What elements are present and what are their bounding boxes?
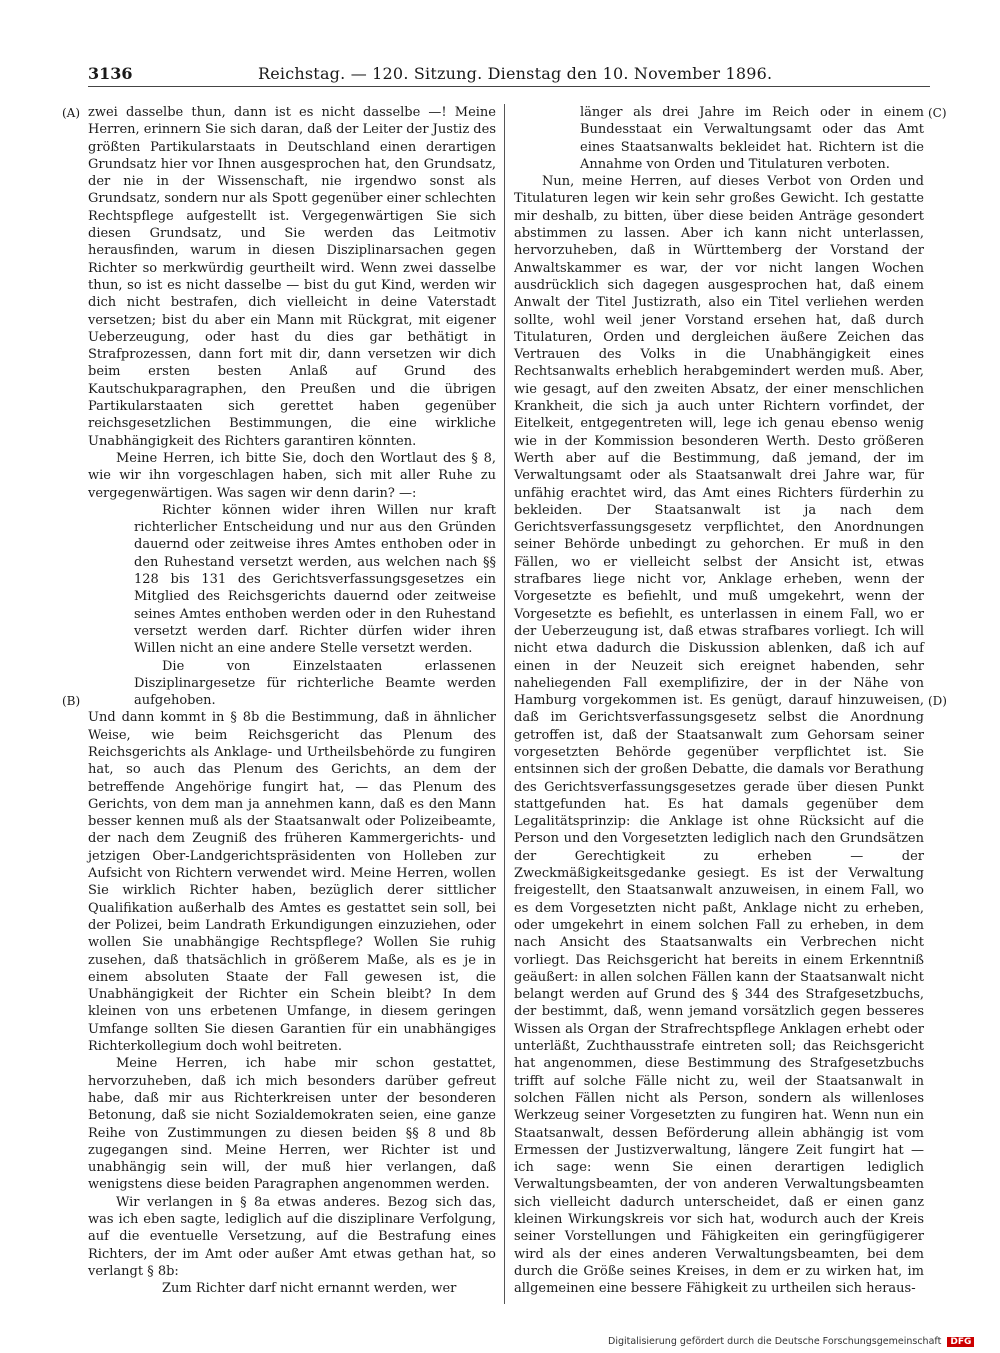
- paragraph: Meine Herren, ich habe mir schon gestattet, hervorzuheben, daß ich mich besonders darüber gefreut habe, daß mir aus Richterkreisen unter der besonderen Betonung, daß sie nicht Sozialdemokraten seien, eine ganze Reihe von Zustimmungen zu diesen beiden §§ 8 und 8b zugegangen sind. Meine Herren, wer Richter ist und unabhängig sein will, der muß hier verlangen, daß wenigstens diese beiden Paragraphen angenommen werden.: [88, 1056, 496, 1193]
- quoted-text: Richter können wider ihren Willen nur kraft richterlicher Entscheidung und nur aus den Gründen dauernd oder zeitweise ihres Amtes enthoben oder in den Ruhestand versetzt werden, aus welchen nach §§ 128 bis 131 des Gerichtsverfassungsgesetzes ein Mitglied des Reichsgerichts dauernd oder zeitweise seines Amtes enthoben werden oder in den Ruhestand versetzt werden darf. Richter dürfen wider ihren Willen nicht an eine andere Stelle versetzt werden.: [134, 502, 496, 657]
- digitization-credit: [608, 1336, 972, 1350]
- paragraph: Meine Herren, ich bitte Sie, doch den Wortlaut des § 8, wie wir ihn vorgeschlagen haben, sich mit aller Ruhe zu vergegenwärtigen. Was sagen wir denn darin? —:: [88, 450, 496, 501]
- left-column: [88, 104, 496, 1297]
- paragraph: Nun, meine Herren, auf dieses Verbot von Orden und Titulaturen legen wir kein sehr großes Gewicht. Ich gestatte mir deshalb, zu bitten, über diese beiden Anträge gesondert abstimmen zu lassen. Aber ich kann nicht unterlassen, hervorzuheben, daß in Württemberg der Vorstand der Anwaltskammer es war, der vor nicht langen Wochen ausdrücklich sich dagegen ausgesprochen hat, daß einem Anwalt der Titel Justizrath, also ein Titel verliehen werden sollte, wohl weil jener Vorstand ersehen hat, daß durch Titulaturen, Orden und dergleichen äußere Zeichen das Vertrauen des Volks in die Unabhängigkeit eines Rechtsanwalts erheblich herabgemindert werden muß. Aber, wie gesagt, auf den zweiten Absatz, der einer menschlichen Krankheit, die sich ja auch unter Richtern vorfindet, der Eitelkeit, entgegentreten will, lege ich genau ebenso wenig wie in der Kommission besonderen Werth. Desto größeren Werth aber auf die Bestimmung, daß jemand, der im Verwaltungsamt oder als Staatsanwalt drei Jahre war, für unfähig erachtet wird, das Amt eines Richters fürderhin zu bekleiden. Der Staatsanwalt ist ja nach dem Gerichtsverfassungsgesetz verpflichtet, den Anordnungen seiner Behörde unbedingt zu gehorchen. Er muß in den Fällen, wo er vielleicht selbst der Ansicht ist, etwas strafbares liege nicht vor, Anklage erheben, wenn der Vorgesetzte es befiehlt, und muß umgekehrt, wenn der Vorgesetzte es befiehlt, es unterlassen in einem Fall, wo er der Ueberzeugung ist, daß etwas strafbares vorliegt. Ich will nicht etwa dadurch die Diskussion ablenken, daß ich auf einen in der Neuzeit sich ereignet habenden, sehr naheliegenden Fall exemplifizire, der in der Nähe von Hamburg vorgekommen ist. Es genügt, darauf hinzuweisen, daß im Gerichtsverfassungsgesetz selbst die Anordnung getroffen ist, daß der Staatsanwalt zum Gehorsam seiner vorgesetzten Behörde gegenüber verpflichtet ist. Sie entsinnen sich der großen Debatte, die damals vor Berathung des Gerichtsverfassungsgesetzes gerade über diesen Punkt stattgefunden hat. Es hat damals gegenüber dem Legalitätsprinzip: die Anklage ist ohne Rücksicht auf die Person und den Vorgesetzten lediglich nach den Grundsätzen der Gerechtigkeit zu erheben — der Zweckmäßigkeitsgedanke gesiegt. Es ist der Verwaltung freigestellt, den Staatsanwalt anzuweisen, in einem Fall, wo es dem Vorgesetzten nicht paßt, Anklage nicht zu erheben, oder umgekehrt in einem solchen Fall zu erheben, in dem nach Ansicht des Staatsanwalts ein Verbrechen nicht vorliegt. Das Reichsgericht hat bereits in einem Erkenntniß geäußert: in allen solchen Fällen kann der Staatsanwalt nicht belangt werden auf Grund des § 344 des Strafgesetzbuchs, der bestimmt, daß, wenn jemand vorsätzlich gegen besseres Wissen als Organ der Strafrechtspflege Anklagen erhebt oder unterläßt, Zuchthausstrafe eintreten soll; das Reichsgericht hat angenommen, diese Bestimmung des Strafgesetzbuchs trifft auf solche Fälle nicht zu, weil der Staatsanwalt in solchen Fällen nicht als Person, sondern als willenloses Werkzeug seiner Vorgesetzten zu fungiren hat. Wenn nun ein Staatsanwalt, dessen Beförderung allein abhängig ist vom Ermessen der Justizverwaltung, längere Zeit fungirt hat — ich sage: wenn Sie einen derartigen lediglich Verwaltungsbeamten, der von anderen Verwaltungsbeamten sich vielleicht dadurch unterscheidet, daß er einen ganz kleinen Wirkungskreis vor sich hat, wodurch auch der Kreis seiner Vorstellungen und Fähigkeiten ein geringfügigerer wird als der eines anderen Verwaltungsbeamten, bei dem durch die Größe seines Kreises, in dem er zu wirken hat, im allgemeinen eine bessere Fähigkeit zu urtheilen sich heraus-: [514, 174, 924, 1297]
- quoted-text: Zum Richter darf nicht ernannt werden, wer: [162, 1281, 457, 1297]
- margin-marker-c: (C): [928, 106, 947, 120]
- quoted-text: Die von Einzelstaaten erlassenen Disziplinargesetze für richterliche Beamte werden aufgehoben.: [134, 658, 496, 709]
- page-header: [88, 64, 930, 84]
- margin-marker-d: (D): [928, 694, 947, 708]
- paragraph: Wir verlangen in § 8a etwas anderes. Bezog sich das, was ich eben sagte, lediglich auf die disziplinare Verfolgung, auf die eventuelle Versetzung, auf die Bestrafung eines Richters, der im Amt oder außer Amt etwas gethan hat, so verlangt § 8b:: [88, 1194, 496, 1279]
- quoted-text: länger als drei Jahre im Reich oder in einem Bundesstaat ein Verwaltungsamt oder das Amt eines Staatsanwalts bekleidet hat. Richtern ist die Annahme von Orden und Titulaturen verboten.: [580, 105, 924, 172]
- page-number: 3136: [88, 64, 133, 83]
- paragraph: zwei dasselbe thun, dann ist es nicht dasselbe —! Meine Herren, erinnern Sie sich daran, daß der Leiter der Justiz des größten Partikularstaats in Deutschland einen derartigen Grundsatz hier vor Ihnen ausgesprochen hat, den Grundsatz, der nie in der Wissenschaft, nie irgendwo sonst als Grundsatz, sondern nur als Spott gegenüber einer schlechten Rechtspflege aufgestellt ist. Vergegenwärtigen Sie sich diesen Grundsatz, und Sie werden das Leitmotiv herausfinden, warum in diesen Disziplinarsachen gegen Richter so merkwürdig geurtheilt wird. Wenn zwei dasselbe thun, so ist es nicht dasselbe — bist du gut Kind, werden wir dich nicht bestrafen, dich vielleicht in deine Vaterstadt versetzen; bist du aber ein Mann mit Rückgrat, mit eigener Ueberzeugung, oder hast du dies gar bethätigt in Strafprozessen, dann fort mit dir, dann versetzen wir dich beim ersten besten Anlaß auf Grund des Kautschukparagraphen, den Preußen und die übrigen Partikularstaaten sich gerettet haben gegenüber reichsgesetzlichen Bestimmungen, die eine wirkliche Unabhängigkeit des Richters garantiren könnten.: [88, 105, 496, 449]
- header-rule: [88, 86, 930, 87]
- credit-text: Digitalisierung gefördert durch die Deutsche Forschungsgemeinschaft: [608, 1336, 942, 1347]
- right-column: [514, 104, 924, 1297]
- margin-marker-a: (A): [62, 106, 81, 120]
- margin-marker-b: (B): [62, 694, 81, 708]
- paragraph: Und dann kommt in § 8b die Bestimmung, daß in ähnlicher Weise, wie beim Reichsgericht das Plenum des Reichsgerichts als Anklage- und Urtheilsbehörde zu fungiren hat, so auch das Plenum des Gerichts, an dem der betreffende Angehörige fungirt hat, — das Plenum des Gerichts, von dem man ja annehmen kann, daß es den Mann besser kennen muß als der Staatsanwalt oder Polizeibeamte, der nach dem Zeugniß des früheren Kammergerichts- und jetzigen Ober-Landgerichtspräsidenten von Holleben zur Aufsicht von Richtern verwendet wird. Meine Herren, wollen Sie wirklich Richter haben, bezüglich derer sittlicher Qualifikation außerhalb des Amtes es gestattet sein soll, bei der Polizei, beim Landrath Erkundigungen einzuziehen, oder wollen Sie unabhängige Rechtspflege? Wollen Sie ruhig zusehen, daß thatsächlich in größerem Maße, als es je in einem absoluten Staate der Fall gewesen ist, die Unabhängigkeit der Richter ein Schein bleibt? In dem kleinen von uns erbetenen Umfange, in diesem geringen Umfange sollten Sie diesen Garantien für ein unabhängiges Richterkollegium doch wohl beitreten.: [88, 710, 496, 1055]
- page-running-title: Reichstag. — 120. Sitzung. Dienstag den 10. November 1896.: [258, 64, 773, 83]
- column-divider: [504, 104, 505, 1304]
- dfg-logo: DFG: [947, 1337, 974, 1347]
